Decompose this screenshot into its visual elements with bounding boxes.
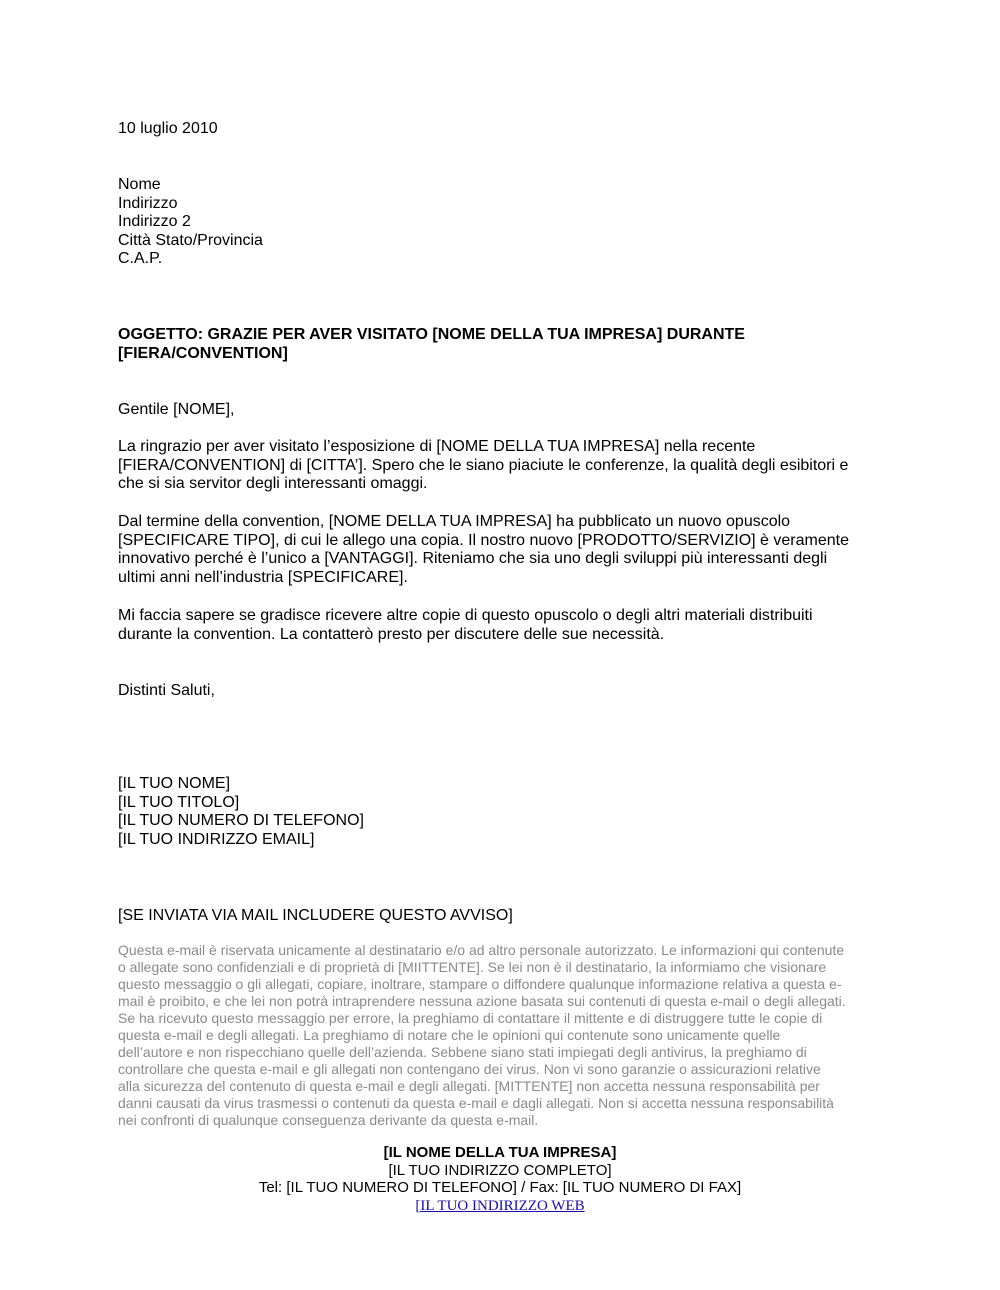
recipient-zip: C.A.P.	[118, 250, 163, 267]
signature-phone: [IL TUO NUMERO DI TELEFONO]	[118, 812, 364, 829]
signature-email: [IL TUO INDIRIZZO EMAIL]	[118, 830, 315, 848]
recipient-address-line-2: Indirizzo 2	[118, 213, 191, 230]
letter-greeting: Gentile [NOME],	[118, 401, 235, 418]
email-disclaimer: Questa e-mail è riservata unicamente al destinatario e/o ad altro personale autorizzato. Le informazioni qui contenute o allegate sono confidenziali e di proprietà di [MIITTENTE]. Se lei non è il destinatario, la informiamo che visionare questo messaggio o gli allegati, copiare, inoltrare, stampare o diffondere qualunque informazione relativa a questa e- mail è proibito, e che lei non potrà intraprendere nessuna azione basata sui contenuti di questa e-mail o degli allegati. Se ha ricevuto questo messaggio per errore, la preghiamo di contattare il mittente e di distruggere tutte le copie di questa e-mail e degli allegati. La preghiamo di notare che le opinioni qui contenute sono unicamente quelle dell’autore e non rispecchiano quelle dell’azienda. Sebbene siano stati impiegati degli antivirus, la preghiamo di controllare che questa e-mail e gli allegati non contengano dei virus. Non vi sono garanzie o assicurazioni relative alla sicurezza del contenuto di questa e-mail e degli allegati. [MITTENTE] non accetta nessuna responsabilità per danni causati da virus trasmessi o contenuti da questa e-mail e dagli allegati. Non si accetta nessuna responsabilità nei confronti di qualunque conseguenza derivante da questa e-mail.	[118, 942, 846, 1128]
email-notice-heading: [SE INVIATA VIA MAIL INCLUDERE QUESTO AVVISO]	[118, 907, 513, 924]
letter-paragraph-3: Mi faccia sapere se gradisce ricevere altre copie di questo opuscolo o degli altri materiali distribuiti durante la convention. La contatterò presto per discutere delle sue necessità.	[118, 607, 813, 643]
letter-date: 10 luglio 2010	[118, 120, 218, 137]
company-footer	[0, 1144, 1000, 1215]
letter-paragraph-2: Dal termine della convention, [NOME DELLA TUA IMPRESA] ha pubblicato un nuovo opuscolo [SPECIFICARE TIPO], di cui le allego una copia. Il nostro nuovo [PRODOTTO/SERVIZIO] è veramente innovativo perché è l’unico a [VANTAGGI]. Riteniamo che sia uno degli sviluppi più interessanti degli ultimi anni nell’industria [SPECIFICARE].	[118, 513, 849, 586]
signature-name: [IL TUO NOME]	[118, 775, 231, 792]
letter-paragraph-1: La ringrazio per aver visitato l’esposizione di [NOME DELLA TUA IMPRESA] nella recente [FIERA/CONVENTION] di [CITTA’]. Spero che le siano piaciute le conferenze, la qualità degli esibitori e che si sia servitor degli interessanti omaggi.	[118, 438, 849, 492]
signature-block	[118, 775, 882, 849]
letter-subject: OGGETTO: GRAZIE PER AVER VISITATO [NOME DELLA TUA IMPRESA] DURANTE [FIERA/CONVENTION]	[118, 326, 745, 362]
signature-title: [IL TUO TITOLO]	[118, 793, 240, 811]
footer-contact: Tel: [IL TUO NUMERO DI TELEFONO] / Fax: [IL TUO NUMERO DI FAX]	[258, 1179, 742, 1196]
recipient-address-line: Indirizzo	[118, 194, 178, 212]
recipient-name: Nome	[118, 176, 161, 193]
recipient-city: Città Stato/Provincia	[118, 231, 263, 249]
footer-web-link[interactable]: [IL TUO INDIRIZZO WEB	[415, 1197, 585, 1214]
footer-company-name: [IL NOME DELLA TUA IMPRESA]	[383, 1144, 617, 1161]
footer-address: [IL TUO INDIRIZZO COMPLETO]	[388, 1161, 612, 1179]
letter-closing: Distinti Saluti,	[118, 682, 215, 699]
recipient-address	[118, 176, 882, 269]
